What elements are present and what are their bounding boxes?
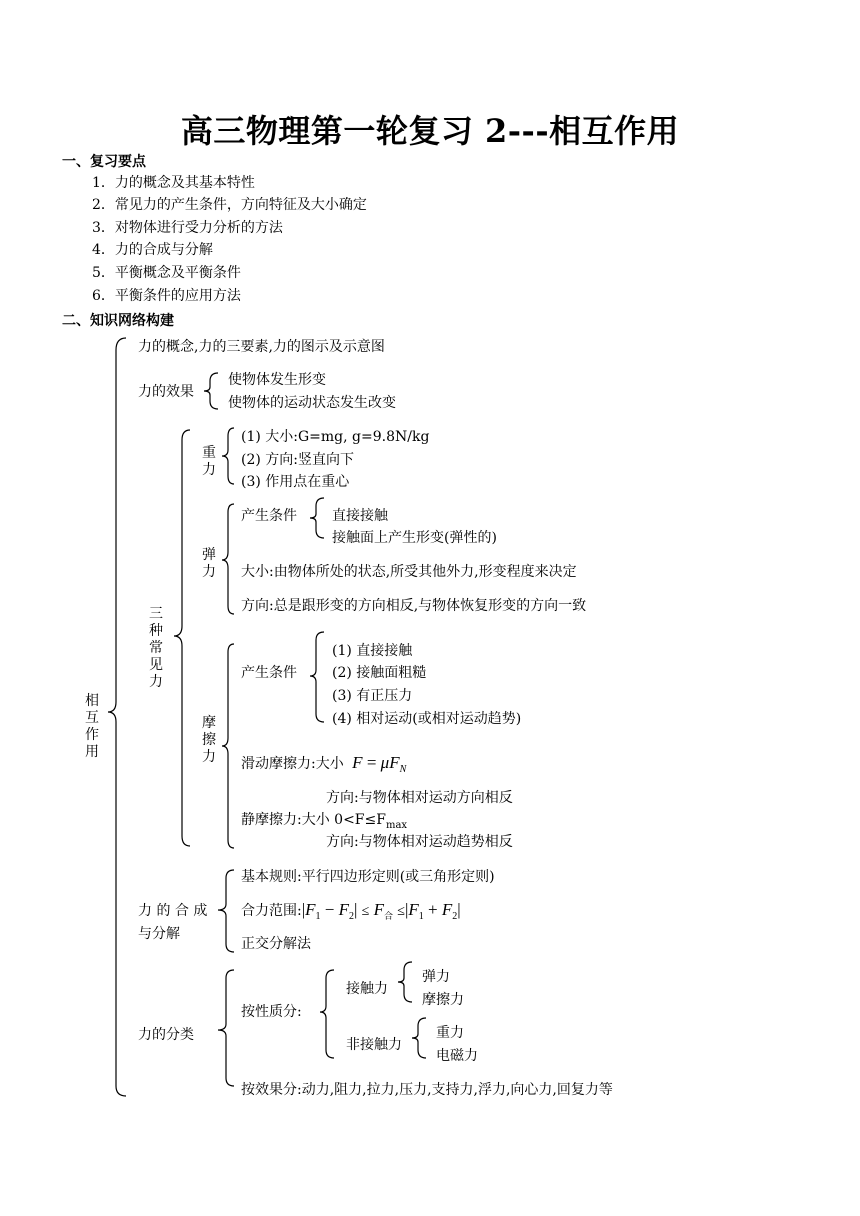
gravity-label: 重力 [202, 445, 216, 478]
contact-force-item: 摩擦力 [422, 992, 464, 1008]
gravity-item: (2) 方向:竖直向下 [241, 452, 354, 468]
friction-condition-brace [306, 632, 326, 728]
noncontact-force-label: 非接触力 [346, 1037, 402, 1053]
effect-brace [200, 373, 222, 413]
friction-force-label: 摩擦力 [202, 715, 216, 765]
composition-label-line2: 与分解 [138, 926, 180, 942]
formula-subscript-1: 1 [418, 911, 424, 922]
review-point-item: 3．对物体进行受力分析的方法 [92, 220, 283, 236]
formula-minus: − [324, 900, 335, 919]
elastic-direction: 方向:总是跟形变的方向相反,与物体恢复形变的方向一致 [241, 598, 587, 614]
root-label-interaction: 相互作用 [85, 693, 99, 760]
elastic-size: 大小:由物体所处的状态,所受其他外力,形变程度来决定 [241, 564, 577, 580]
classification-brace [214, 970, 236, 1090]
classification-label: 力的分类 [138, 1027, 194, 1043]
formula-mu: μ [380, 753, 390, 772]
sliding-friction-prefix: 滑动摩擦力:大小 [241, 756, 344, 772]
formula-subscript-1: 1 [315, 911, 321, 922]
root-brace [104, 338, 128, 1098]
elastic-condition-brace [306, 498, 326, 542]
effect-item: 使物体的运动状态发生改变 [228, 395, 396, 411]
by-nature-brace [316, 970, 336, 1062]
friction-condition-item: (4) 相对运动(或相对运动趋势) [332, 711, 522, 727]
effect-item: 使物体发生形变 [228, 372, 326, 388]
elastic-condition-item: 直接接触 [332, 508, 388, 524]
friction-brace [218, 644, 236, 854]
force-effect-label: 力的效果 [138, 384, 194, 400]
formula-subscript-2: 2 [452, 911, 458, 922]
elastic-force-label: 弹力 [202, 547, 216, 580]
sliding-friction-line [241, 754, 406, 779]
noncontact-force-item: 重力 [436, 1025, 464, 1041]
composition-rule: 基本规则:平行四边形定则(或三角形定则) [241, 869, 495, 885]
resultant-range-prefix: 合力范围: [241, 903, 302, 919]
friction-condition-item: (2) 接触面粗糙 [332, 665, 427, 681]
elastic-condition-item: 接触面上产生形变(弹性的) [332, 530, 497, 546]
formula-subscript-n: N [399, 764, 407, 775]
formula-f: F [352, 753, 363, 772]
formula-subscript-2: 2 [349, 911, 354, 922]
page-title: 高三物理第一轮复习 2---相互作用 [180, 112, 680, 150]
contact-force-item: 弹力 [422, 969, 450, 985]
sliding-friction-direction: 方向:与物体相对运动方向相反 [326, 790, 513, 806]
composition-label-line1: 力 的 合 成 [138, 903, 208, 919]
review-point-item: 5．平衡概念及平衡条件 [92, 265, 241, 281]
formula-subscript-he: 合 [383, 911, 393, 921]
composition-brace [214, 870, 236, 954]
static-friction-direction: 方向:与物体相对运动趋势相反 [326, 834, 513, 850]
review-point-item: 1．力的概念及其基本特性 [92, 175, 255, 191]
noncontact-force-item: 电磁力 [436, 1048, 478, 1064]
gravity-item: (3) 作用点在重心 [241, 474, 350, 490]
gravity-brace [218, 428, 236, 488]
review-point-item: 4．力的合成与分解 [92, 242, 213, 258]
friction-condition-item: (3) 有正压力 [332, 688, 413, 704]
section-heading-review-points: 一、复习要点 [62, 154, 146, 170]
formula-plus: + [427, 900, 438, 919]
contact-force-label: 接触力 [346, 981, 388, 997]
static-friction-subscript: max [385, 820, 408, 831]
formula-f: F [373, 900, 384, 919]
formula-f: F [408, 900, 419, 919]
three-forces-brace [170, 430, 192, 850]
gravity-item: (1) 大小:G=mg, g=9.8N/kg [241, 429, 430, 445]
elastic-brace [218, 504, 236, 616]
formula-f: F [441, 900, 453, 919]
noncontact-force-brace [408, 1018, 428, 1062]
formula-le: ≤ [361, 904, 370, 919]
elastic-condition-label: 产生条件 [241, 508, 297, 524]
review-point-item: 6．平衡条件的应用方法 [92, 288, 241, 304]
by-nature-label: 按性质分: [241, 1004, 302, 1020]
review-point-item: 2．常见力的产生条件，方向特征及大小确定 [92, 197, 367, 213]
formula-f: F [338, 900, 349, 919]
static-friction-prefix: 静摩擦力:大小 0<F≤F [241, 812, 386, 828]
by-effect-line: 按效果分:动力,阻力,拉力,压力,支持力,浮力,向心力,回复力等 [241, 1082, 613, 1098]
friction-condition-label: 产生条件 [241, 665, 297, 681]
orthogonal-decomposition: 正交分解法 [241, 936, 311, 952]
static-friction-line [241, 811, 407, 835]
section-heading-knowledge-network: 二、知识网络构建 [62, 313, 174, 329]
formula-f: F [305, 900, 316, 919]
friction-condition-item: (1) 直接接触 [332, 643, 413, 659]
contact-force-brace [394, 962, 414, 1006]
resultant-range-line [241, 901, 461, 926]
resultant-range-formula: $|F_1 - F_2| \le F_合 \le|F_1 + F_2|$ [301, 900, 461, 922]
formula-le: ≤ [397, 904, 405, 919]
three-forces-label: 三种常见力 [149, 606, 163, 690]
force-concept-line: 力的概念,力的三要素,力的图示及示意图 [138, 339, 385, 355]
sliding-friction-formula [352, 753, 407, 775]
formula-fn: F [389, 753, 400, 772]
formula-equals: = [366, 753, 377, 772]
